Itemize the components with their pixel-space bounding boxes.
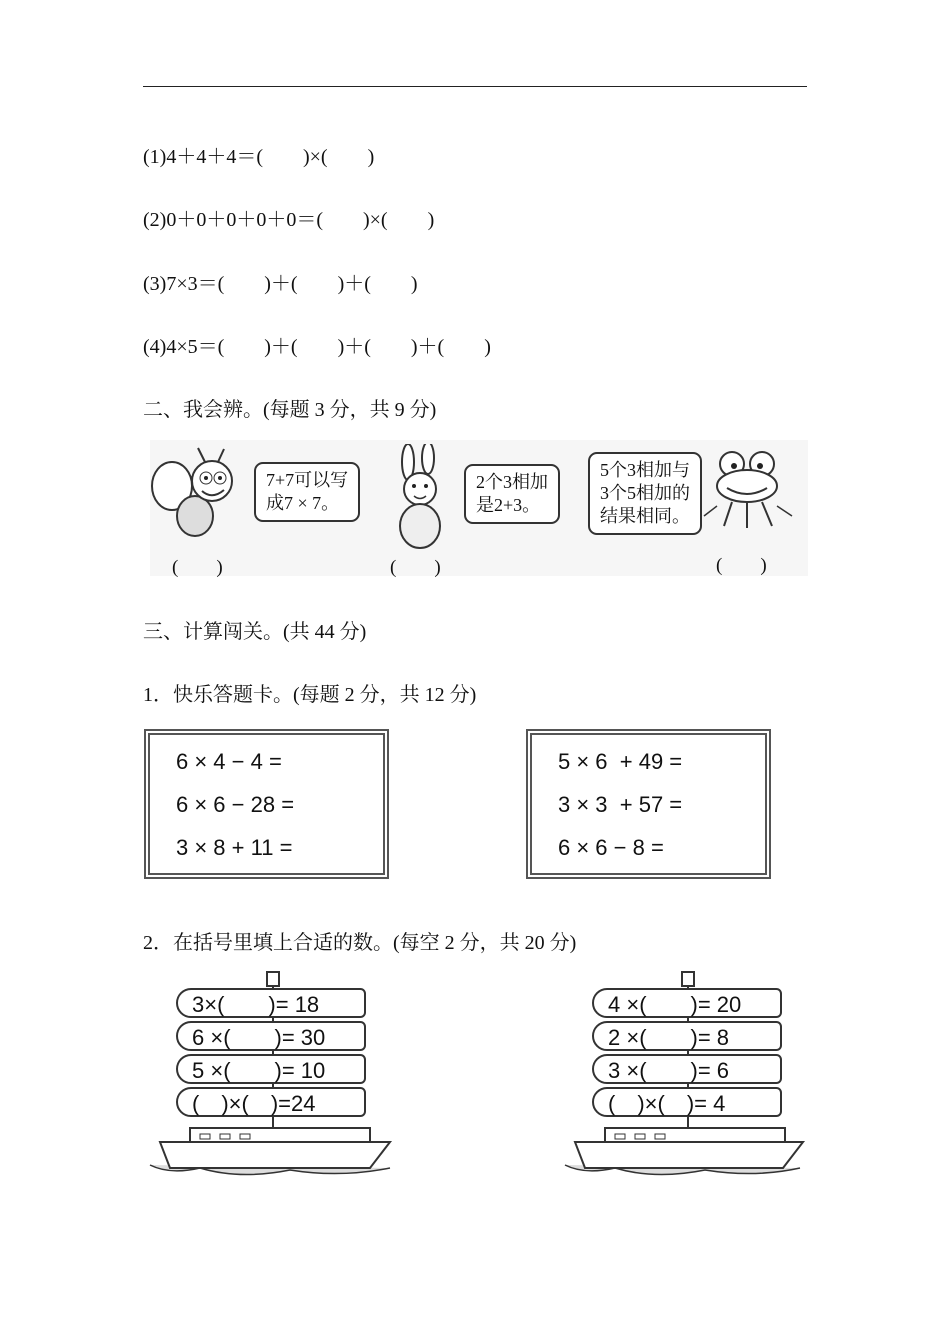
card-left-eq-2: 6 × 6 − 28 = xyxy=(176,792,295,817)
card-right-eq-2: 3 × 3 + 57 = xyxy=(558,792,683,817)
answer-card-right xyxy=(526,729,771,879)
frog-illustration xyxy=(702,446,797,536)
right-sail-4: ( )×( )= 4 xyxy=(592,1087,782,1117)
part2-title: 2．在括号里填上合适的数。(每空 2 分，共 20 分) xyxy=(143,932,577,954)
answer-card-left xyxy=(144,729,389,879)
question-3: (3)7×3＝( )＋( )＋( ) xyxy=(143,273,418,295)
card-right-eq-3: 6 × 6 − 8 = xyxy=(558,835,664,860)
left-sail-1: 3×( )= 18 xyxy=(176,988,366,1018)
judgement-strip xyxy=(150,440,808,576)
frog-speech-bubble: 5个3相加与 3个5相加的 结果相同。 xyxy=(588,452,702,535)
card-left-eq-1: 6 × 4 − 4 = xyxy=(176,749,282,774)
section2-title: 二、我会辨。(每题 3 分，共 9 分) xyxy=(143,399,437,421)
header-rule xyxy=(143,86,807,87)
right-sail-2: 2 ×( )= 8 xyxy=(592,1021,782,1051)
right-sail-3: 3 ×( )= 6 xyxy=(592,1054,782,1084)
right-sail-1: 4 ×( )= 20 xyxy=(592,988,782,1018)
rabbit-speech-bubble: 2个3相加 是2+3。 xyxy=(464,464,560,524)
rabbit-illustration xyxy=(380,444,460,554)
left-sail-2: 6 ×( )= 30 xyxy=(176,1021,366,1051)
bee-speech-bubble: 7+7可以写 成7 × 7。 xyxy=(254,462,360,522)
answer-blank-1[interactable]: ( ) xyxy=(172,557,223,578)
left-sail-4: ( )×( )=24 xyxy=(176,1087,366,1117)
part1-title: 1．快乐答题卡。(每题 2 分，共 12 分) xyxy=(143,684,477,706)
left-sail-3: 5 ×( )= 10 xyxy=(176,1054,366,1084)
answer-blank-2[interactable]: ( ) xyxy=(390,557,441,578)
bee-illustration xyxy=(150,446,245,546)
question-2: (2)0＋0＋0＋0＋0＝( )×( ) xyxy=(143,209,435,231)
card-left-eq-3: 3 × 8 + 11 = xyxy=(176,835,293,860)
question-1: (1)4＋4＋4＝( )×( ) xyxy=(143,146,375,168)
card-right-eq-1: 5 × 6 + 49 = xyxy=(558,749,683,774)
answer-blank-3[interactable]: ( ) xyxy=(716,555,767,576)
section3-title: 三、计算闯关。(共 44 分) xyxy=(143,621,367,643)
question-4: (4)4×5＝( )＋( )＋( )＋( ) xyxy=(143,336,491,358)
